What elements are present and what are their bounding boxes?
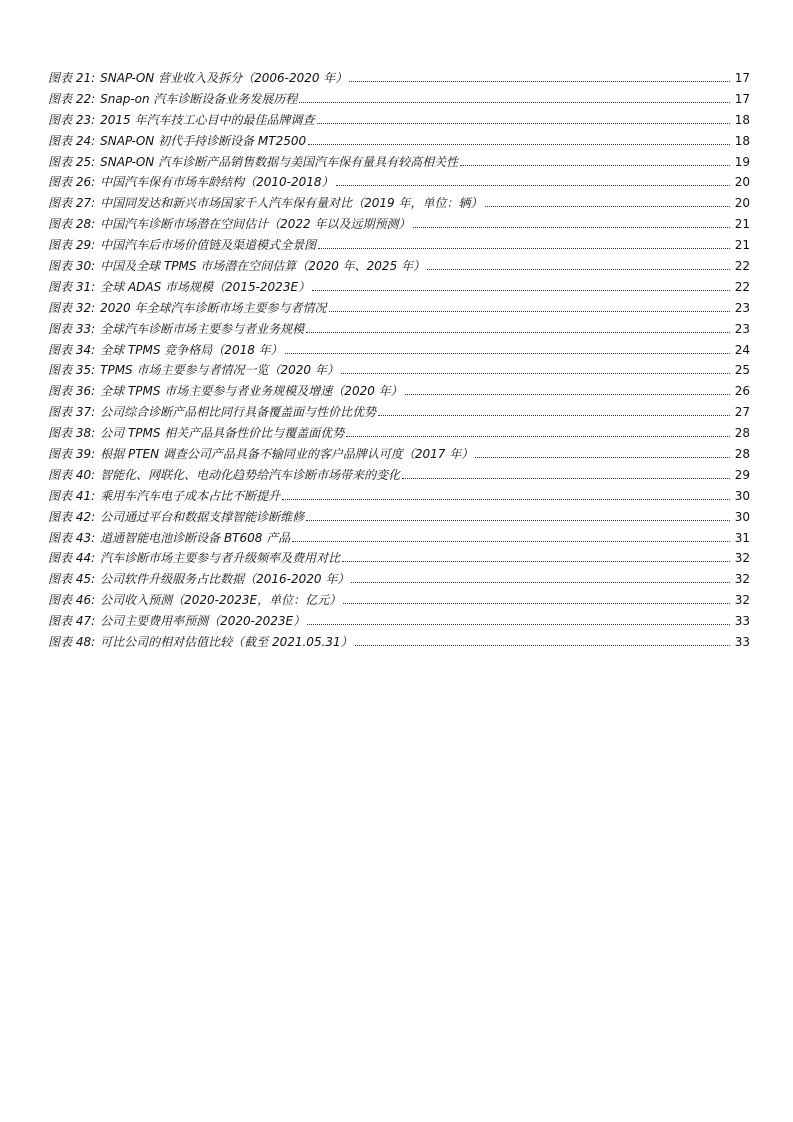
page-number: 26: [734, 384, 750, 399]
toc-entry[interactable]: [48, 528, 750, 549]
figure-title: 智能化、网联化、电动化趋势给汽车诊断市场带来的变化: [100, 467, 401, 482]
toc-entry[interactable]: [48, 235, 750, 256]
figure-title: 公司通过平台和数据支撑智能诊断维修: [100, 509, 305, 524]
toc-entry[interactable]: [48, 110, 750, 131]
toc-entry[interactable]: [48, 277, 750, 298]
toc-entry[interactable]: [48, 68, 750, 89]
figure-label: 图表 43:: [48, 530, 96, 545]
figure-label: 图表 36:: [48, 384, 96, 399]
page-number: 21: [734, 238, 750, 253]
dot-leader: [307, 623, 730, 625]
figure-title: 中国同发达和新兴市场国家千人汽车保有量对比（2019 年，单位：辆）: [100, 196, 483, 211]
figure-label: 图表 47:: [48, 614, 96, 629]
dot-leader: [405, 393, 730, 395]
figure-label: 图表 45:: [48, 572, 96, 587]
figure-title: 全球 ADAS 市场规模（2015-2023E）: [100, 279, 311, 294]
figure-title: 中国汽车保有市场车龄结构（2010-2018）: [100, 175, 334, 190]
dot-leader: [285, 352, 730, 354]
page-number: 18: [734, 112, 750, 127]
dot-leader: [329, 310, 731, 312]
toc-entry[interactable]: [48, 298, 750, 319]
figure-label: 图表 41:: [48, 488, 96, 503]
toc-entry[interactable]: [48, 465, 750, 486]
page-number: 23: [734, 300, 750, 315]
figure-label: 图表 32:: [48, 300, 96, 315]
dot-leader: [299, 101, 730, 103]
dot-leader: [282, 498, 730, 500]
figure-label: 图表 34:: [48, 342, 96, 357]
figure-title: 公司软件升级服务占比数据（2016-2020 年）: [100, 572, 350, 587]
figure-label: 图表 46:: [48, 593, 96, 608]
page-number: 22: [734, 279, 750, 294]
page-number: 22: [734, 259, 750, 274]
dot-leader: [292, 540, 730, 542]
page-number: 29: [734, 467, 750, 482]
dot-leader: [355, 644, 730, 646]
dot-leader: [378, 414, 730, 416]
page-number: 33: [734, 614, 750, 629]
page-number: 25: [734, 363, 750, 378]
figure-label: 图表 21:: [48, 71, 96, 85]
page-number: 31: [734, 530, 750, 545]
figure-label: 图表 25:: [48, 154, 96, 169]
figure-label: 图表 44:: [48, 551, 96, 566]
figure-label: 图表 42:: [48, 509, 96, 524]
page-number: 32: [734, 551, 750, 566]
figure-title: 全球 TPMS 市场主要参与者业务规模及增速（2020 年）: [100, 384, 403, 399]
figure-title: SNAP-ON 初代手持诊断设备 MT2500: [100, 133, 307, 148]
dot-leader: [460, 164, 730, 166]
figure-label: 图表 28:: [48, 217, 96, 232]
page-number: 28: [734, 426, 750, 441]
page-number: 17: [734, 71, 750, 85]
page-number: 30: [734, 509, 750, 524]
figure-title: Snap-on 汽车诊断设备业务发展历程: [100, 91, 298, 106]
toc-entry[interactable]: [48, 507, 750, 528]
page-number: 23: [734, 321, 750, 336]
figure-title: 公司 TPMS 相关产品具备性价比与覆盖面优势: [100, 426, 345, 441]
toc-entry[interactable]: [48, 256, 750, 277]
figure-title: 乘用车汽车电子成本占比不断提升: [100, 488, 281, 503]
toc-entry[interactable]: [48, 89, 750, 110]
toc-entry[interactable]: [48, 193, 750, 214]
dot-leader: [318, 247, 730, 249]
page-number: 32: [734, 593, 750, 608]
figure-title: 中国汽车后市场价值链及渠道模式全景图: [100, 238, 317, 253]
figure-label: 图表 31:: [48, 279, 96, 294]
figure-label: 图表 35:: [48, 363, 96, 378]
page-number: 18: [734, 133, 750, 148]
figure-title: 全球 TPMS 竞争格局（2018 年）: [100, 342, 283, 357]
dot-leader: [346, 435, 730, 437]
dot-leader: [341, 372, 730, 374]
dot-leader: [351, 581, 730, 583]
figure-title: 公司综合诊断产品相比同行具备覆盖面与性价比优势: [100, 405, 377, 420]
toc-entry[interactable]: [48, 590, 750, 611]
toc-entry[interactable]: [48, 319, 750, 340]
figure-title: 道通智能电池诊断设备 BT608 产品: [100, 530, 291, 545]
page-number: 17: [734, 91, 750, 106]
figure-title: SNAP-ON 营业收入及拆分（2006-2020 年）: [100, 71, 348, 85]
dot-leader: [413, 226, 731, 228]
page-number: 20: [734, 196, 750, 211]
figure-label: 图表 26:: [48, 175, 96, 190]
dot-leader: [343, 602, 730, 604]
figure-title: 全球汽车诊断市场主要参与者业务规模: [100, 321, 305, 336]
dot-leader: [306, 331, 730, 333]
toc-entry[interactable]: [48, 611, 750, 632]
figure-title: 中国汽车诊断市场潜在空间估计（2022 年以及远期预测）: [100, 217, 411, 232]
figure-label: 图表 22:: [48, 91, 96, 106]
toc-entry[interactable]: [48, 172, 750, 193]
dot-leader: [308, 143, 730, 145]
dot-leader: [306, 519, 730, 521]
toc-entry[interactable]: [48, 486, 750, 507]
figure-title: SNAP-ON 汽车诊断产品销售数据与美国汽车保有量具有较高相关性: [100, 154, 459, 169]
page-number: 27: [734, 405, 750, 420]
figure-title: 公司主要费用率预测（2020-2023E）: [100, 614, 306, 629]
figure-title: 公司收入预测（2020-2023E，单位：亿元）: [100, 593, 342, 608]
toc-entry[interactable]: [48, 360, 750, 381]
figure-label: 图表 24:: [48, 133, 96, 148]
page-number: 20: [734, 175, 750, 190]
dot-leader: [475, 456, 730, 458]
figure-label: 图表 38:: [48, 426, 96, 441]
dot-leader: [349, 80, 730, 82]
dot-leader: [427, 268, 730, 270]
dot-leader: [312, 289, 730, 291]
toc-entry[interactable]: [48, 381, 750, 402]
toc-entry[interactable]: [48, 548, 750, 569]
toc-entry[interactable]: [48, 131, 750, 152]
figure-label: 图表 29:: [48, 238, 96, 253]
page-number: 28: [734, 447, 750, 462]
figure-label: 图表 48:: [48, 635, 96, 650]
dot-leader: [336, 184, 730, 186]
toc-entry[interactable]: [48, 632, 750, 653]
figure-title: 根据 PTEN 调查公司产品具备不输同业的客户品牌认可度（2017 年）: [100, 447, 474, 462]
figure-title: 2020 年全球汽车诊断市场主要参与者情况: [100, 300, 327, 315]
figure-label: 图表 30:: [48, 259, 96, 274]
figure-label: 图表 23:: [48, 112, 96, 127]
page-number: 19: [734, 154, 750, 169]
toc-entry[interactable]: [48, 152, 750, 173]
dot-leader: [317, 122, 731, 124]
dot-leader: [402, 477, 730, 479]
figure-title: 可比公司的相对估值比较（截至 2021.05.31）: [100, 635, 353, 650]
toc-entry[interactable]: [48, 444, 750, 465]
toc-entry[interactable]: [48, 340, 750, 361]
page-number: 30: [734, 488, 750, 503]
figure-index: [48, 68, 750, 653]
figure-label: 图表 27:: [48, 196, 96, 211]
toc-entry[interactable]: [48, 402, 750, 423]
figure-title: 汽车诊断市场主要参与者升级频率及费用对比: [100, 551, 341, 566]
dot-leader: [342, 560, 730, 562]
figure-label: 图表 40:: [48, 467, 96, 482]
figure-label: 图表 37:: [48, 405, 96, 420]
dot-leader: [485, 205, 731, 207]
figure-title: 中国及全球 TPMS 市场潜在空间估算（2020 年、2025 年）: [100, 259, 426, 274]
figure-title: TPMS 市场主要参与者情况一览（2020 年）: [100, 363, 339, 378]
toc-entry[interactable]: [48, 569, 750, 590]
figure-title: 2015 年汽车技工心目中的最佳品牌调查: [100, 112, 315, 127]
page-number: 32: [734, 572, 750, 587]
page-number: 24: [734, 342, 750, 357]
figure-label: 图表 39:: [48, 447, 96, 462]
toc-entry[interactable]: [48, 423, 750, 444]
figure-label: 图表 33:: [48, 321, 96, 336]
page-number: 33: [734, 635, 750, 650]
toc-entry[interactable]: [48, 214, 750, 235]
page-number: 21: [734, 217, 750, 232]
